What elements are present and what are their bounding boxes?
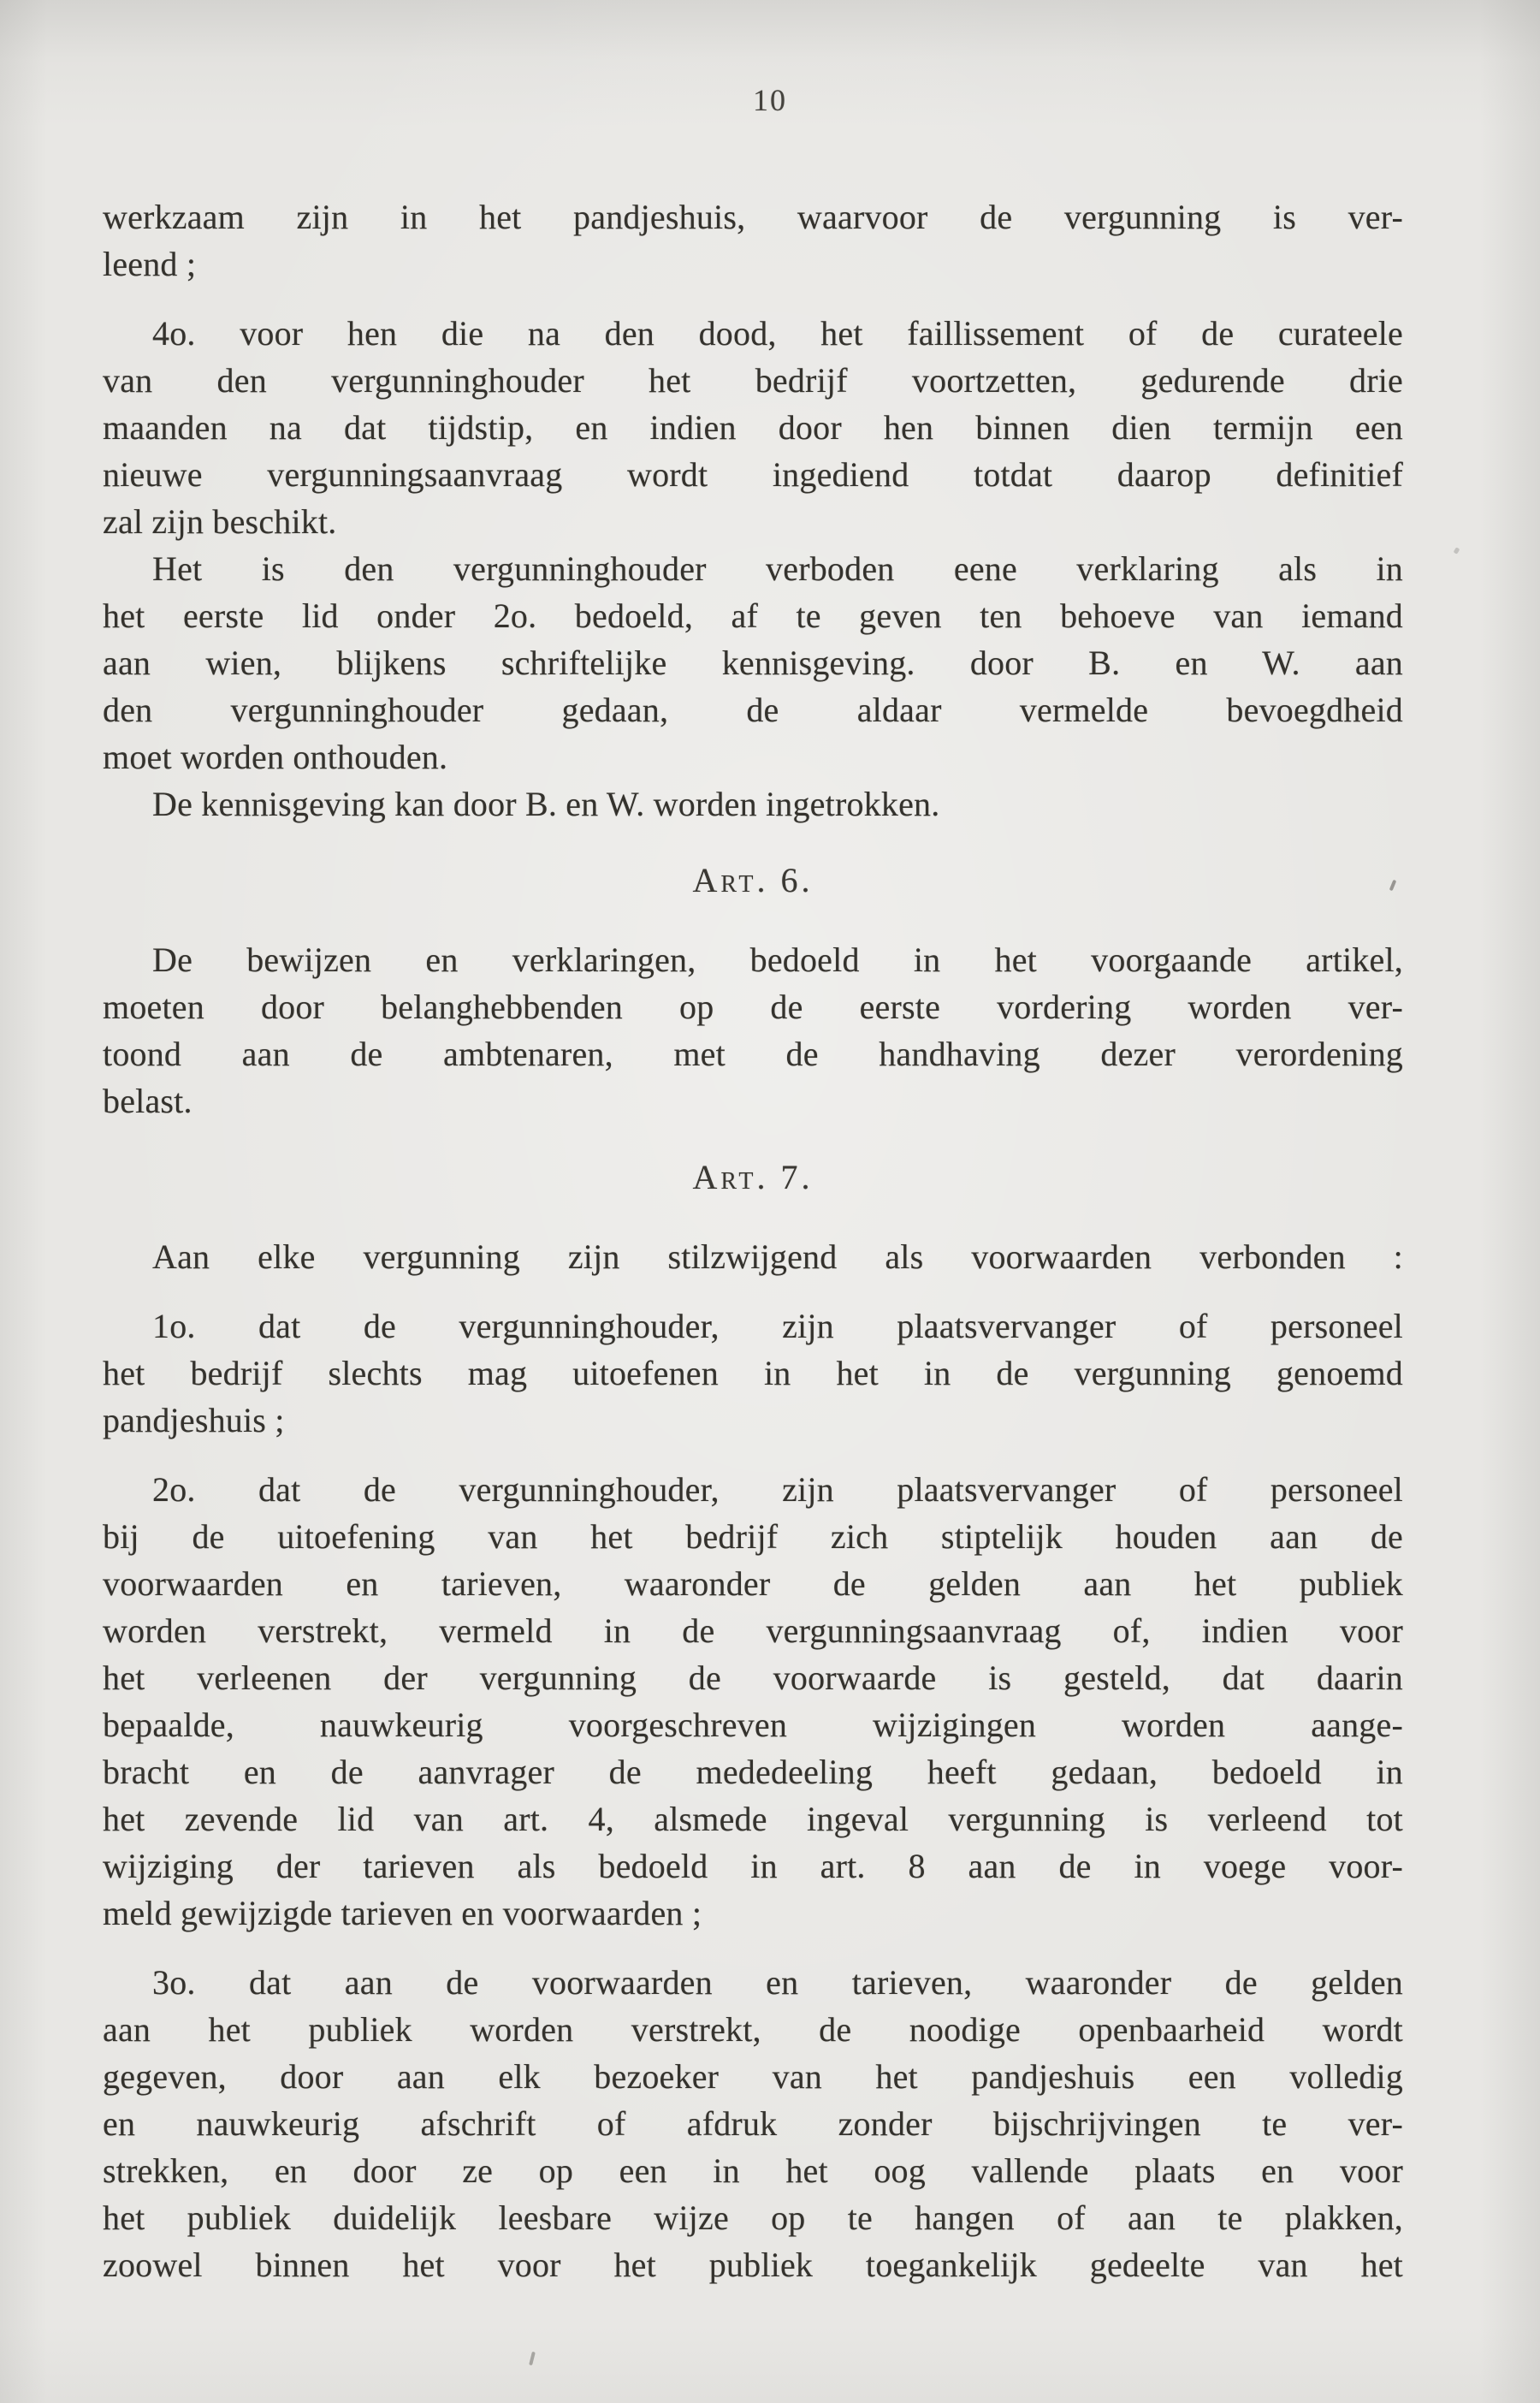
text-line: bij de uitoefening van het bedrijf zich stiptelijk houden aan de [103,1517,1403,1556]
text-line: het zevende lid van art. 4, alsmede ingeval vergunning is verleend tot [103,1800,1403,1838]
paragraph [103,1959,1403,2288]
paragraph [103,545,1403,780]
text-line: 2o. dat de vergunninghouder, zijn plaatsvervanger of personeel [152,1470,1403,1509]
page-number: 10 [753,83,787,117]
text-line: 4o. voor hen die na den dood, het faillissement of de curateele [152,314,1403,353]
text-line: moeten door belanghebbenden op de eerste vordering worden ver- [103,988,1403,1026]
text-line: het publiek duidelijk leesbare wijze op te hangen of aan te plakken, [103,2198,1403,2237]
text-line: Het is den vergunninghouder verboden eene verklaring als in [152,549,1403,588]
scan-speck [1454,547,1460,555]
page-content [103,193,1403,2288]
text-line: toond aan de ambtenaren, met de handhaving dezer verordening [103,1035,1403,1073]
text-line: De kennisgeving kan door B. en W. worden ingetrokken. [152,785,940,823]
text-line: bepaalde, nauwkeurig voorgeschreven wijzigingen worden aange- [103,1706,1403,1744]
scan-speck [529,2352,536,2365]
paragraph [103,310,1403,545]
text-line: wijziging der tarieven als bedoeld in art. 8 aan de in voege voor- [103,1847,1403,1885]
text-line: Aan elke vergunning zijn stilzwijgend als voorwaarden verbonden : [152,1237,1403,1276]
text-line: het eerste lid onder 2o. bedoeld, af te geven ten behoeve van iemand [103,596,1403,635]
text-line: strekken, en door ze op een in het oog vallende plaats en voor [103,2151,1403,2190]
text-line: moet worden onthouden. [103,738,448,776]
text-line: bracht en de aanvrager de mededeeling heeft gedaan, bedoeld in [103,1753,1403,1791]
article-heading: Art. 6. [692,861,814,899]
text-line: zal zijn beschikt. [103,502,337,541]
text-line: pandjeshuis ; [103,1401,285,1439]
text-line: zoowel binnen het voor het publiek toegankelijk gedeelte van het [103,2246,1403,2284]
paragraph [103,936,1403,1124]
paragraph [103,193,1403,288]
text-line: 3o. dat aan de voorwaarden en tarieven, waaronder de gelden [152,1963,1403,2002]
text-line: en nauwkeurig afschrift of afdruk zonder bijschrijvingen te ver- [103,2104,1403,2143]
paragraph [103,1233,1403,1280]
text-line: aan het publiek worden verstrekt, de noodige openbaarheid wordt [103,2010,1403,2049]
paragraph [103,780,1403,828]
text-line: De bewijzen en verklaringen, bedoeld in het voorgaande artikel, [152,940,1403,979]
text-line: het verleenen der vergunning de voorwaarde is gesteld, dat daarin [103,1658,1403,1697]
text-line: 1o. dat de vergunninghouder, zijn plaatsvervanger of personeel [152,1307,1403,1345]
article-heading: Art. 7. [692,1158,814,1196]
text-line: van den vergunninghouder het bedrijf voortzetten, gedurende drie [103,361,1403,400]
text-line: maanden na dat tijdstip, en indien door hen binnen dien termijn een [103,408,1403,447]
text-line: den vergunninghouder gedaan, de aldaar vermelde bevoegdheid [103,691,1403,729]
paragraph [103,1466,1403,1937]
text-line: aan wien, blijkens schriftelijke kennisgeving. door B. en W. aan [103,644,1403,682]
text-line: voorwaarden en tarieven, waaronder de gelden aan het publiek [103,1564,1403,1603]
text-line: leend ; [103,245,197,283]
paragraph [103,1302,1403,1444]
text-line: nieuwe vergunningsaanvraag wordt ingediend totdat daarop definitief [103,455,1403,494]
text-line: gegeven, door aan elk bezoeker van het pandjeshuis een volledig [103,2057,1403,2096]
text-line: belast. [103,1082,192,1120]
text-line: meld gewijzigde tarieven en voorwaarden ; [103,1894,702,1932]
text-line: worden verstrekt, vermeld in de vergunningsaanvraag of, indien voor [103,1611,1403,1650]
text-line: werkzaam zijn in het pandjeshuis, waarvoor de vergunning is ver- [103,198,1403,236]
text-line: het bedrijf slechts mag uitoefenen in het in de vergunning genoemd [103,1354,1403,1392]
